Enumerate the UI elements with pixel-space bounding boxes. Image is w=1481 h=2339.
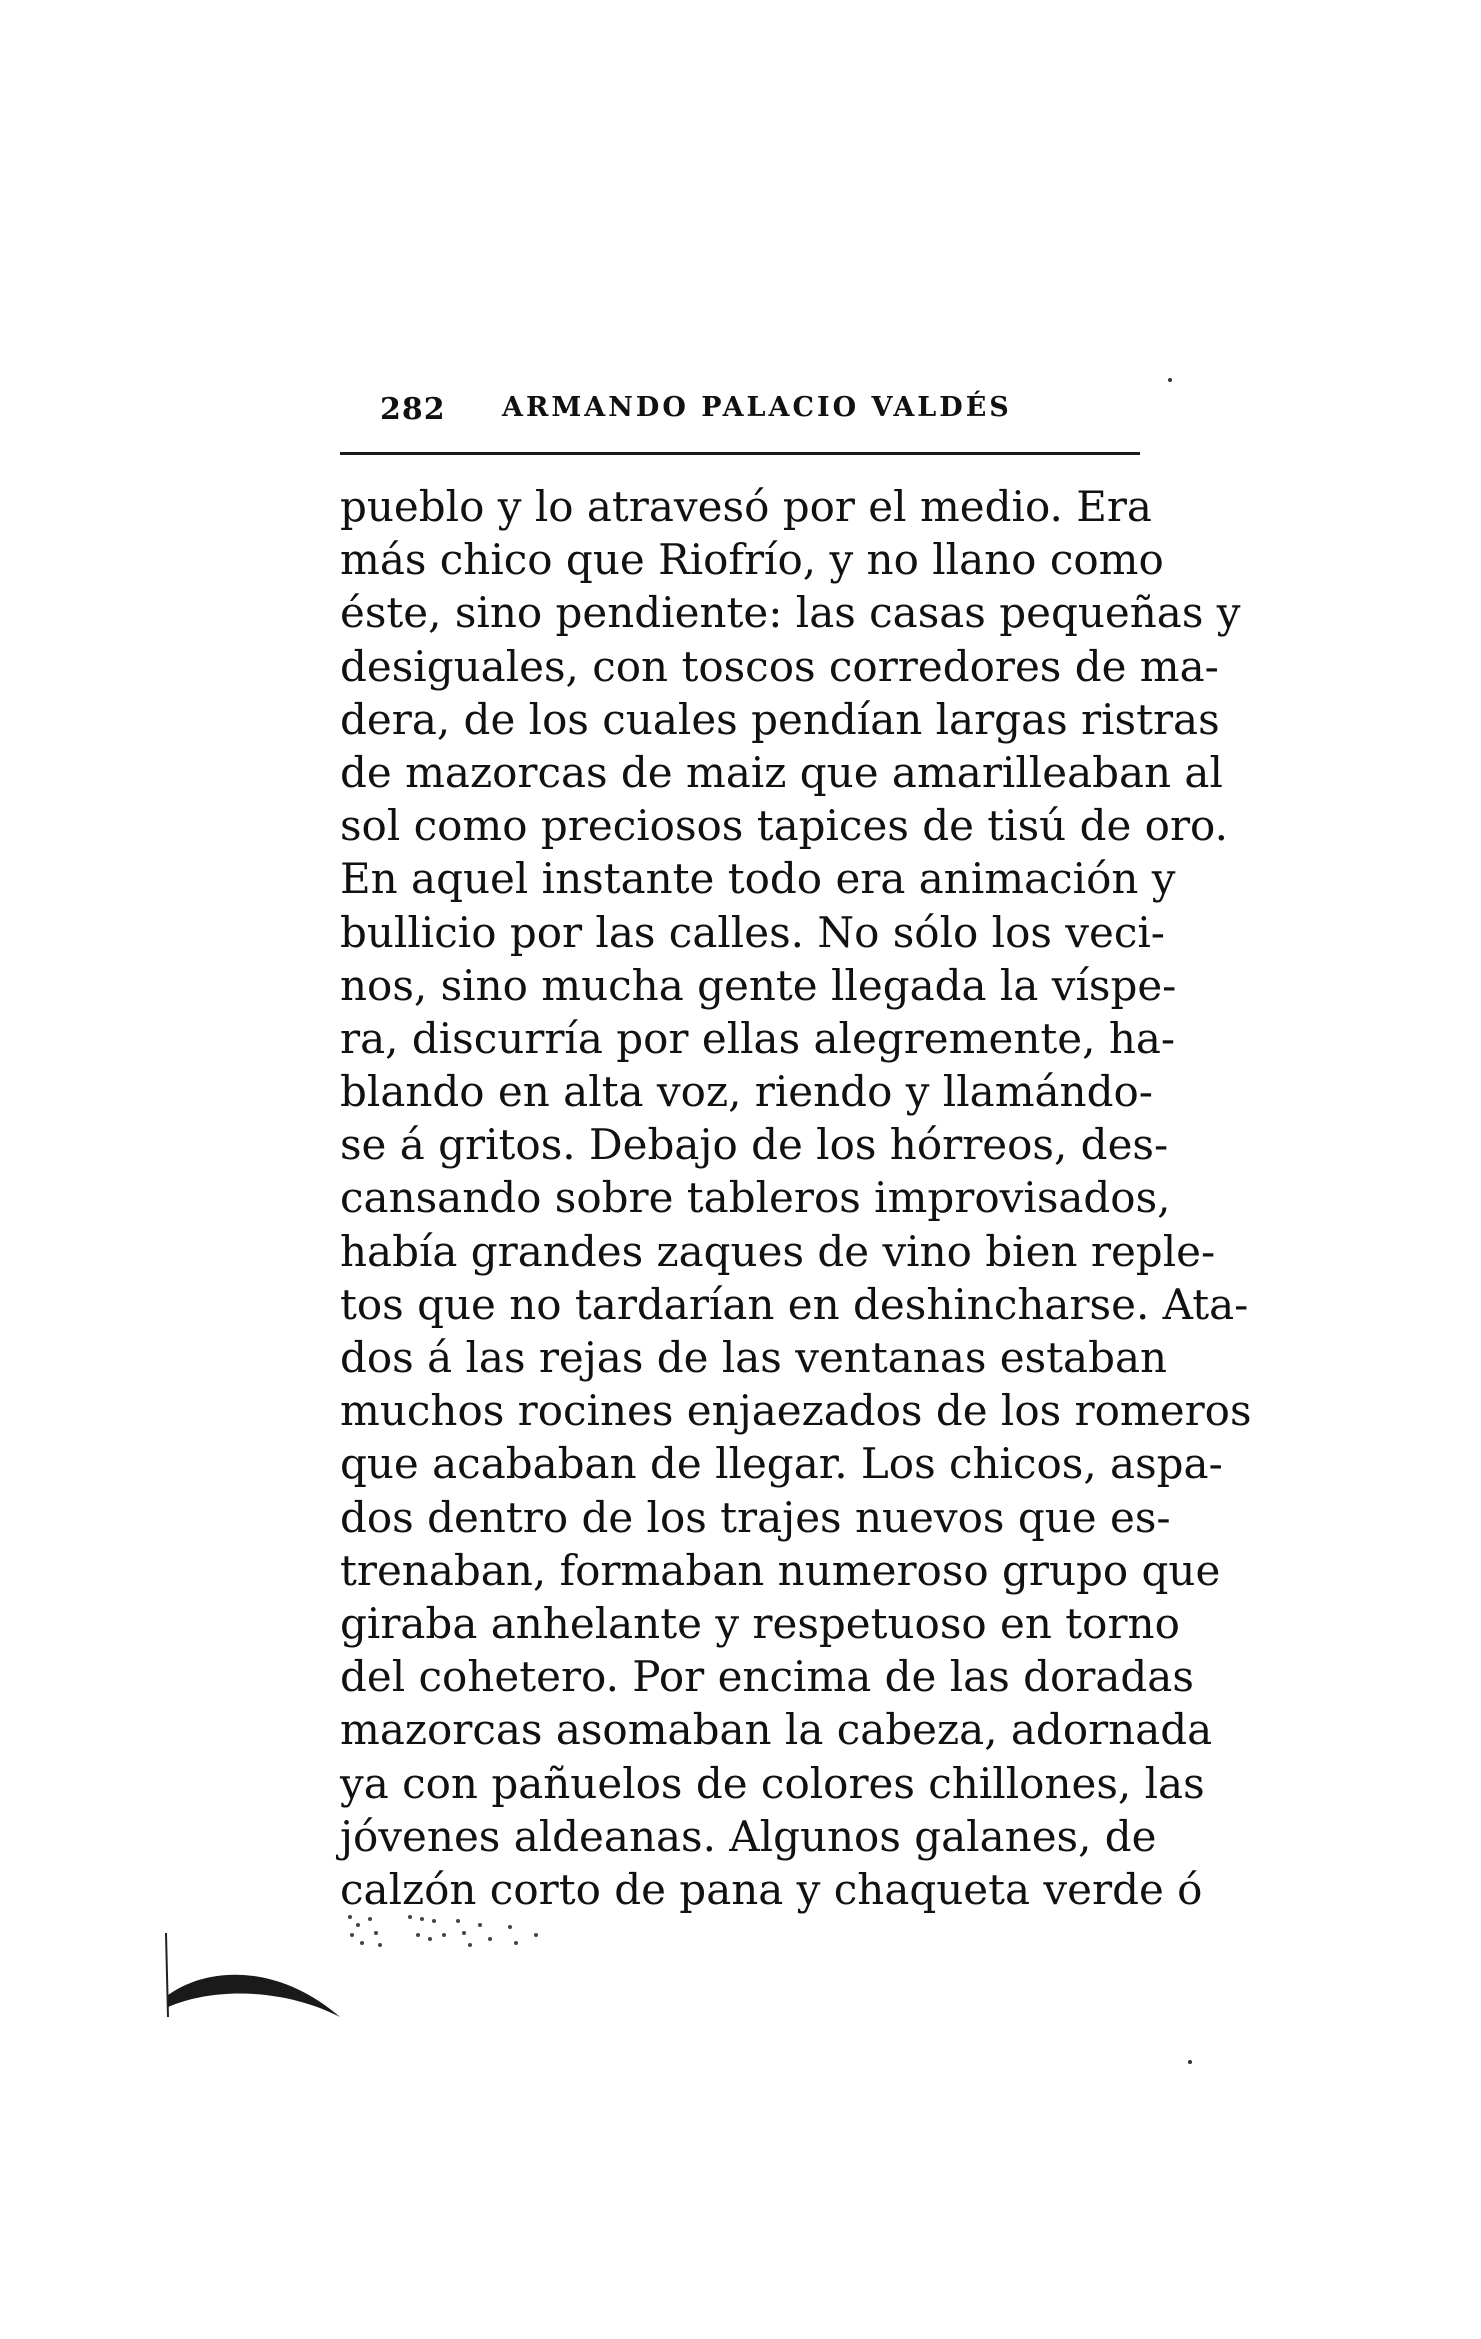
text-line: nos, sino mucha gente llegada la víspe- (340, 960, 1177, 1010)
header-rule (340, 452, 1140, 455)
page-number: 282 (380, 392, 446, 427)
text-line: que acababan de llegar. Los chicos, aspa- (340, 1439, 1223, 1489)
text-line: se á gritos. Debajo de los hórreos, des- (340, 1120, 1169, 1170)
text-line: En aquel instante todo era animación y (340, 854, 1176, 904)
text-line: giraba anhelante y respetuoso en torno (340, 1598, 1180, 1648)
text-line: sol como preciosos tapices de tisú de oro. (340, 801, 1228, 851)
text-line: pueblo y lo atravesó por el medio. Era (340, 482, 1152, 531)
dotted-stamp (340, 1905, 600, 1965)
text-line: ya con pañuelos de colores chillones, las (340, 1758, 1205, 1808)
text-line: cansando sobre tableros improvisados, (340, 1173, 1171, 1223)
text-line: ra, discurría por ellas alegremente, ha- (340, 1013, 1176, 1063)
text-line: había grandes zaques de vino bien reple- (340, 1226, 1216, 1276)
body-text (340, 480, 1252, 1916)
running-head (340, 392, 1140, 432)
author-name: ARMANDO PALACIO VALDÉS (502, 392, 1012, 423)
text-line: blando en alta voz, riendo y llamándo- (340, 1067, 1153, 1117)
text-line: tos que no tardarían en deshincharse. Ata- (340, 1279, 1249, 1329)
page-speck (1188, 2060, 1192, 2064)
text-line: dos á las rejas de las ventanas estaban (340, 1333, 1168, 1382)
text-line: muchos rocines enjaezados de los romeros (340, 1386, 1252, 1436)
page-speck (1168, 378, 1172, 382)
text-line: dos dentro de los trajes nuevos que es- (340, 1492, 1171, 1542)
text-line: trenaban, formaban numeroso grupo que (340, 1545, 1221, 1595)
text-line: dera, de los cuales pendían largas ristras (340, 694, 1220, 744)
text-line: mazorcas asomaban la cabeza, adornada (340, 1705, 1213, 1755)
text-line: más chico que Riofrío, y no llano como (340, 535, 1164, 585)
text-line: éste, sino pendiente: las casas pequeñas y (340, 588, 1241, 638)
text-line: de mazorcas de maiz que amarilleaban al (340, 747, 1223, 797)
text-line: bullicio por las calles. No sólo los veci- (340, 907, 1165, 957)
text-line: desiguales, con toscos corredores de ma- (340, 641, 1219, 691)
text-line: jóvenes aldeanas. Algunos galanes, de (340, 1811, 1157, 1861)
text-line: calzón corto de pana y chaqueta verde ó (340, 1864, 1203, 1914)
ink-swoosh-mark (160, 1925, 350, 2025)
text-line: del cohetero. Por encima de las doradas (340, 1652, 1194, 1702)
